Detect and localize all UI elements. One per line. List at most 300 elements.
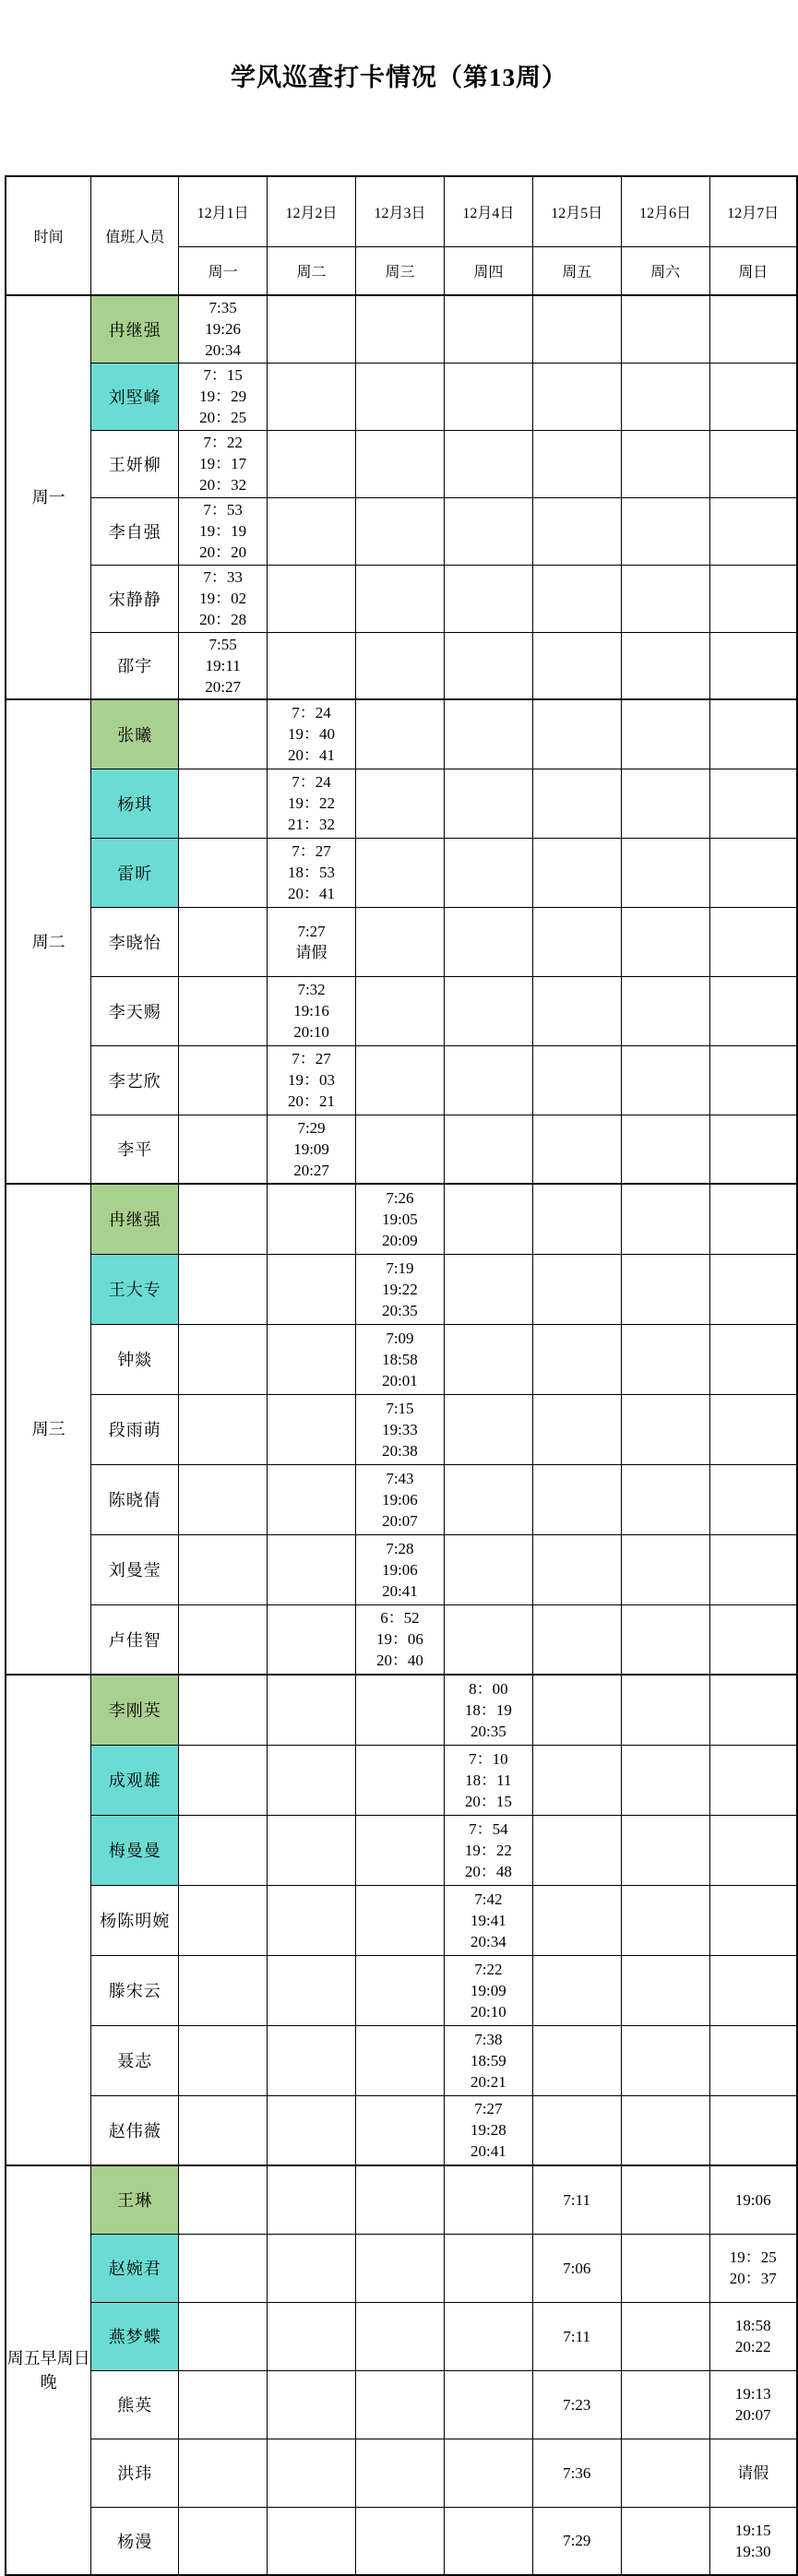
- empty-cell: [621, 769, 709, 838]
- checkin-times-cell: [356, 1534, 445, 1604]
- table-row: [6, 699, 797, 769]
- checkin-time: 7:26: [386, 1188, 414, 1207]
- checkin-times-cell: [444, 2025, 532, 2095]
- checkin-times-cell: [356, 1254, 445, 1324]
- checkin-time: 7:06: [563, 2259, 591, 2277]
- checkin-times-cell: [709, 2234, 797, 2302]
- empty-cell: [356, 565, 445, 632]
- staff-name-cell: 冉继强: [91, 295, 179, 363]
- staff-name-cell: 赵婉君: [91, 2234, 179, 2302]
- checkin-time: 20:35: [470, 1722, 506, 1740]
- empty-cell: [356, 769, 445, 838]
- empty-cell: [444, 497, 532, 565]
- empty-cell: [621, 1394, 709, 1464]
- checkin-time: 19:09: [293, 1139, 329, 1158]
- empty-cell: [709, 1394, 797, 1464]
- header-weekday: 周六: [621, 247, 709, 296]
- header-date: 12月6日: [621, 176, 709, 247]
- checkin-times-cell: [268, 976, 356, 1045]
- table-row: [6, 2165, 797, 2234]
- checkin-time: 20：20: [199, 543, 247, 561]
- checkin-times-cell: [709, 2302, 797, 2370]
- checkin-time: 7:42: [474, 1890, 503, 1908]
- empty-cell: [709, 363, 797, 430]
- empty-cell: [621, 907, 709, 976]
- checkin-time: 20:10: [293, 1023, 329, 1041]
- empty-cell: [356, 1675, 445, 1745]
- checkin-time: 20：37: [729, 2270, 777, 2287]
- empty-cell: [444, 430, 532, 497]
- empty-cell: [621, 565, 709, 632]
- empty-cell: [444, 295, 532, 363]
- header-weekday: 周一: [179, 247, 268, 296]
- empty-cell: [621, 2095, 709, 2165]
- attendance-table: [5, 175, 798, 2576]
- empty-cell: [444, 1184, 532, 1254]
- empty-cell: [268, 497, 356, 565]
- checkin-times-cell: [532, 2302, 621, 2370]
- table-row: [6, 2095, 797, 2165]
- header-weekday: 周二: [268, 247, 356, 296]
- empty-cell: [268, 2370, 356, 2439]
- empty-cell: [709, 1745, 797, 1815]
- checkin-time: 19:06: [382, 1560, 418, 1579]
- table-row: [6, 907, 797, 976]
- staff-name-cell: 李刚英: [91, 1675, 179, 1745]
- empty-cell: [268, 295, 356, 363]
- empty-cell: [356, 699, 445, 769]
- checkin-time: 20:27: [205, 677, 242, 696]
- empty-cell: [444, 769, 532, 838]
- empty-cell: [532, 1254, 621, 1324]
- empty-cell: [179, 2439, 268, 2507]
- checkin-times-cell: [444, 1955, 532, 2025]
- staff-name-cell: 邵宇: [91, 632, 179, 699]
- empty-cell: [444, 632, 532, 699]
- empty-cell: [444, 565, 532, 632]
- checkin-time: 20:41: [382, 1581, 418, 1600]
- empty-cell: [532, 632, 621, 699]
- checkin-time: 19:06: [734, 2190, 771, 2209]
- empty-cell: [268, 1324, 356, 1394]
- checkin-times-cell: [709, 2507, 797, 2575]
- checkin-time: 7：54: [469, 1819, 508, 1838]
- empty-cell: [621, 1885, 709, 1955]
- table-body: [6, 295, 797, 2575]
- checkin-time: 20：48: [464, 1862, 512, 1880]
- staff-name-cell: 梅曼曼: [91, 1815, 179, 1885]
- checkin-time: 请假: [295, 943, 328, 961]
- empty-cell: [709, 1955, 797, 2025]
- checkin-time: 20:34: [205, 341, 242, 360]
- empty-cell: [621, 430, 709, 497]
- table-row: [6, 1045, 797, 1115]
- checkin-time: 19：29: [199, 388, 247, 405]
- empty-cell: [179, 2234, 268, 2302]
- staff-name-cell: 杨漫: [91, 2507, 179, 2575]
- checkin-time: 请假: [737, 2463, 769, 2482]
- empty-cell: [179, 769, 268, 838]
- empty-cell: [268, 2165, 356, 2234]
- checkin-time: 7:29: [563, 2532, 591, 2550]
- checkin-time: 7:36: [563, 2463, 591, 2482]
- empty-cell: [532, 1464, 621, 1534]
- empty-cell: [444, 907, 532, 976]
- checkin-times-cell: [268, 1045, 356, 1115]
- empty-cell: [444, 838, 532, 907]
- table-row: [6, 1815, 797, 1885]
- checkin-time: 20:38: [382, 1441, 418, 1460]
- empty-cell: [268, 2095, 356, 2165]
- checkin-time: 20：41: [288, 885, 336, 902]
- empty-cell: [268, 430, 356, 497]
- table-row: [6, 1604, 797, 1675]
- checkin-time: 19:15: [734, 2521, 771, 2539]
- staff-name-cell: 段雨萌: [91, 1394, 179, 1464]
- checkin-time: 20:07: [734, 2406, 771, 2424]
- checkin-time: 20：15: [464, 1792, 512, 1810]
- empty-cell: [356, 838, 445, 907]
- table-row: [6, 1534, 797, 1604]
- empty-cell: [621, 1045, 709, 1115]
- checkin-time: 20:01: [382, 1371, 418, 1389]
- empty-cell: [268, 1464, 356, 1534]
- header-row-dates: [6, 176, 797, 247]
- empty-cell: [268, 1394, 356, 1464]
- empty-cell: [621, 976, 709, 1045]
- empty-cell: [268, 1955, 356, 2025]
- checkin-time: 20：40: [375, 1652, 423, 1670]
- staff-name-cell: 成观雄: [91, 1745, 179, 1815]
- staff-name-cell: 李天赐: [91, 976, 179, 1045]
- empty-cell: [356, 2302, 445, 2370]
- empty-cell: [268, 2439, 356, 2507]
- empty-cell: [356, 2234, 445, 2302]
- checkin-times-cell: [444, 2095, 532, 2165]
- checkin-time: 7：10: [469, 1749, 508, 1768]
- staff-name-cell: 张曦: [91, 699, 179, 769]
- empty-cell: [621, 2302, 709, 2370]
- empty-cell: [621, 2507, 709, 2575]
- checkin-time: 20:09: [382, 1231, 418, 1249]
- table-row: [6, 2302, 797, 2370]
- checkin-time: 20:27: [293, 1161, 329, 1179]
- empty-cell: [709, 769, 797, 838]
- header-weekday: 周五: [532, 247, 621, 296]
- empty-cell: [621, 1254, 709, 1324]
- checkin-time: 19：22: [464, 1841, 512, 1859]
- empty-cell: [179, 2507, 268, 2575]
- empty-cell: [179, 1184, 268, 1254]
- table-row: [6, 1394, 797, 1464]
- empty-cell: [179, 699, 268, 769]
- staff-name-cell: 钟燚: [91, 1324, 179, 1394]
- header-weekday: 周四: [444, 247, 532, 296]
- empty-cell: [444, 1324, 532, 1394]
- staff-name-cell: 宋静静: [91, 565, 179, 632]
- empty-cell: [532, 699, 621, 769]
- checkin-time: 7:22: [474, 1960, 503, 1978]
- empty-cell: [444, 1464, 532, 1534]
- staff-name-cell: 杨陈明婉: [91, 1885, 179, 1955]
- table-row: [6, 2507, 797, 2575]
- empty-cell: [709, 632, 797, 699]
- table-row: [6, 295, 797, 363]
- staff-name-cell: 刘曼莹: [91, 1534, 179, 1604]
- table-row: [6, 1885, 797, 1955]
- header-date: 12月3日: [356, 176, 445, 247]
- empty-cell: [709, 1324, 797, 1394]
- checkin-time: 20:22: [734, 2338, 771, 2355]
- checkin-time: 7:23: [563, 2395, 591, 2414]
- checkin-time: 18:59: [470, 2051, 506, 2069]
- table-row: [6, 2439, 797, 2507]
- empty-cell: [709, 1115, 797, 1184]
- staff-name-cell: 李平: [91, 1115, 179, 1184]
- checkin-time: 20：41: [288, 746, 336, 765]
- empty-cell: [444, 2165, 532, 2234]
- checkin-time: 7:55: [208, 635, 237, 653]
- checkin-time: 18：11: [465, 1771, 512, 1789]
- checkin-times-cell: [179, 565, 268, 632]
- empty-cell: [356, 2370, 445, 2439]
- staff-name-cell: 李自强: [91, 497, 179, 565]
- checkin-times-cell: [179, 632, 268, 699]
- empty-cell: [709, 1534, 797, 1604]
- staff-name-cell: 雷昕: [91, 838, 179, 907]
- empty-cell: [444, 699, 532, 769]
- empty-cell: [356, 2507, 445, 2575]
- header-weekday: 周日: [709, 247, 797, 296]
- empty-cell: [356, 497, 445, 565]
- empty-cell: [268, 1184, 356, 1254]
- header-time: 时间: [6, 176, 91, 295]
- empty-cell: [532, 1745, 621, 1815]
- checkin-times-cell: [179, 295, 268, 363]
- empty-cell: [621, 497, 709, 565]
- header-staff: 值班人员: [91, 176, 179, 295]
- empty-cell: [532, 907, 621, 976]
- table-row: [6, 2370, 797, 2439]
- checkin-time: 7:11: [563, 2190, 591, 2209]
- staff-name-cell: 冉继强: [91, 1184, 179, 1254]
- empty-cell: [268, 632, 356, 699]
- table-row: [6, 1464, 797, 1534]
- empty-cell: [268, 1815, 356, 1885]
- checkin-time: 7:43: [386, 1469, 414, 1487]
- table-row: [6, 1675, 797, 1745]
- empty-cell: [621, 363, 709, 430]
- section-label: 周一: [6, 295, 91, 699]
- empty-cell: [709, 838, 797, 907]
- header-date: 12月1日: [179, 176, 268, 247]
- empty-cell: [532, 295, 621, 363]
- empty-cell: [709, 976, 797, 1045]
- empty-cell: [532, 1184, 621, 1254]
- empty-cell: [179, 1534, 268, 1604]
- staff-name-cell: 卢佳智: [91, 1604, 179, 1675]
- checkin-time: 19：03: [288, 1071, 336, 1089]
- checkin-time: 7:28: [386, 1539, 414, 1557]
- empty-cell: [709, 295, 797, 363]
- checkin-times-cell: [444, 1885, 532, 1955]
- empty-cell: [444, 2234, 532, 2302]
- checkin-time: 19：17: [199, 455, 247, 472]
- empty-cell: [179, 907, 268, 976]
- checkin-times-cell: [356, 1464, 445, 1534]
- empty-cell: [532, 497, 621, 565]
- checkin-times-cell: [532, 2439, 621, 2507]
- empty-cell: [268, 2507, 356, 2575]
- empty-cell: [709, 1045, 797, 1115]
- empty-cell: [179, 976, 268, 1045]
- empty-cell: [268, 1254, 356, 1324]
- empty-cell: [268, 1534, 356, 1604]
- empty-cell: [532, 363, 621, 430]
- empty-cell: [356, 363, 445, 430]
- empty-cell: [532, 1324, 621, 1394]
- empty-cell: [709, 1815, 797, 1885]
- checkin-times-cell: [268, 907, 356, 976]
- table-row: [6, 632, 797, 699]
- header-weekday: 周三: [356, 247, 445, 296]
- empty-cell: [709, 497, 797, 565]
- empty-cell: [709, 2025, 797, 2095]
- empty-cell: [532, 838, 621, 907]
- empty-cell: [356, 2165, 445, 2234]
- checkin-time: 7：15: [203, 366, 243, 384]
- empty-cell: [356, 1815, 445, 1885]
- checkin-time: 19:05: [382, 1210, 418, 1228]
- empty-cell: [356, 1955, 445, 2025]
- checkin-times-cell: [709, 2370, 797, 2439]
- empty-cell: [179, 1464, 268, 1534]
- empty-cell: [444, 2507, 532, 2575]
- empty-cell: [179, 1324, 268, 1394]
- checkin-time: 7:38: [474, 2030, 503, 2048]
- checkin-times-cell: [179, 430, 268, 497]
- empty-cell: [179, 1254, 268, 1324]
- staff-name-cell: 王妍柳: [91, 430, 179, 497]
- empty-cell: [621, 1955, 709, 2025]
- empty-cell: [532, 1534, 621, 1604]
- empty-cell: [709, 2095, 797, 2165]
- checkin-times-cell: [709, 2165, 797, 2234]
- empty-cell: [532, 1115, 621, 1184]
- checkin-time: 7：53: [203, 501, 243, 519]
- table-row: [6, 1955, 797, 2025]
- checkin-times-cell: [268, 1115, 356, 1184]
- empty-cell: [268, 1745, 356, 1815]
- staff-name-cell: 王大专: [91, 1254, 179, 1324]
- empty-cell: [179, 2165, 268, 2234]
- empty-cell: [621, 1745, 709, 1815]
- empty-cell: [532, 976, 621, 1045]
- checkin-time: 20:10: [470, 2002, 506, 2021]
- empty-cell: [621, 2439, 709, 2507]
- empty-cell: [356, 632, 445, 699]
- checkin-time: 19:06: [382, 1490, 418, 1509]
- checkin-time: 18：19: [464, 1700, 512, 1719]
- section-label: 周五早周日晚: [6, 2165, 91, 2575]
- checkin-time: 20:34: [470, 1932, 506, 1950]
- empty-cell: [356, 976, 445, 1045]
- checkin-time: 20：25: [199, 409, 247, 426]
- empty-cell: [709, 907, 797, 976]
- empty-cell: [621, 1184, 709, 1254]
- checkin-time: 7：33: [203, 568, 243, 586]
- empty-cell: [356, 2025, 445, 2095]
- empty-cell: [444, 1254, 532, 1324]
- empty-cell: [356, 907, 445, 976]
- table-row: [6, 1254, 797, 1324]
- empty-cell: [709, 1464, 797, 1534]
- empty-cell: [268, 1604, 356, 1675]
- empty-cell: [621, 1464, 709, 1534]
- staff-name-cell: 陈晓倩: [91, 1464, 179, 1534]
- empty-cell: [179, 1815, 268, 1885]
- checkin-time: 19:22: [382, 1280, 418, 1298]
- empty-cell: [179, 1675, 268, 1745]
- checkin-time: 18:58: [382, 1350, 418, 1368]
- section-label: 周二: [6, 699, 91, 1184]
- empty-cell: [621, 699, 709, 769]
- staff-name-cell: 熊英: [91, 2370, 179, 2439]
- empty-cell: [268, 1885, 356, 1955]
- header-date: 12月5日: [532, 176, 621, 247]
- staff-name-cell: 王琳: [91, 2165, 179, 2234]
- empty-cell: [621, 838, 709, 907]
- checkin-time: 7：24: [292, 704, 331, 722]
- empty-cell: [532, 2025, 621, 2095]
- empty-cell: [268, 2025, 356, 2095]
- empty-cell: [444, 2439, 532, 2507]
- checkin-times-cell: [356, 1184, 445, 1254]
- section-label: [6, 1675, 91, 2165]
- empty-cell: [356, 1045, 445, 1115]
- checkin-times-cell: [444, 1745, 532, 1815]
- empty-cell: [532, 1955, 621, 2025]
- checkin-time: 7:35: [208, 299, 237, 317]
- empty-cell: [532, 1045, 621, 1115]
- empty-cell: [356, 430, 445, 497]
- empty-cell: [532, 1675, 621, 1745]
- checkin-times-cell: [532, 2370, 621, 2439]
- checkin-time: 19:41: [470, 1911, 506, 1929]
- checkin-time: 19：25: [729, 2248, 777, 2266]
- checkin-time: 19:09: [470, 1981, 506, 1999]
- empty-cell: [532, 565, 621, 632]
- empty-cell: [709, 699, 797, 769]
- header-date: 12月4日: [444, 176, 532, 247]
- checkin-time: 7:29: [297, 1118, 326, 1137]
- staff-name-cell: 李晓怡: [91, 907, 179, 976]
- empty-cell: [179, 1604, 268, 1675]
- empty-cell: [444, 2370, 532, 2439]
- checkin-time: 20：32: [199, 476, 247, 494]
- empty-cell: [532, 1815, 621, 1885]
- empty-cell: [621, 2025, 709, 2095]
- checkin-time: 19:33: [382, 1420, 418, 1438]
- checkin-time: 18:58: [734, 2317, 771, 2334]
- checkin-time: 20：21: [288, 1092, 336, 1110]
- checkin-time: 7:15: [386, 1399, 414, 1417]
- checkin-time: 19:30: [734, 2542, 771, 2560]
- empty-cell: [356, 1745, 445, 1815]
- checkin-time: 18：53: [288, 864, 336, 881]
- checkin-time: 19:16: [293, 1002, 329, 1020]
- empty-cell: [179, 2095, 268, 2165]
